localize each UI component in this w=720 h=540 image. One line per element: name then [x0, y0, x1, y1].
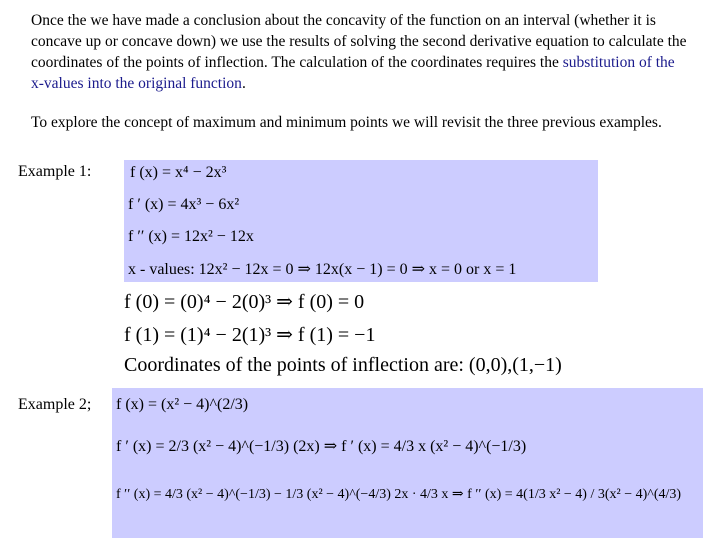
intro-period: .: [241, 75, 246, 92]
intro-text: Once the we have made a conclusion about the concavity of the function on an interval (whether it is concave up or concave down) we use the results of solving the second derivative equation to calculate the coordinates of the points of inflection. The calculation of the coordinates requires the: [31, 12, 687, 71]
example1-x-values: x - values: 12x² − 12x = 0 ⇒ 12x(x − 1) = 0 ⇒ x = 0 or x = 1: [128, 261, 517, 278]
intro-paragraph: [31, 10, 691, 94]
example2-first-derivative: f ′ (x) = 2/3 (x² − 4)^(−1/3) (2x) ⇒ f ′ (x) = 4/3 x (x² − 4)^(−1/3): [116, 438, 527, 455]
explore-paragraph: To explore the concept of maximum and minimum points we will revisit the three previous examples.: [31, 114, 662, 131]
intro-highlight: substitution of the x-values into the original function: [31, 54, 675, 92]
example1-conclusion: Coordinates of the points of inflection are: (0,0),(1,−1): [124, 354, 562, 376]
example1-function: f (x) = x⁴ − 2x³: [130, 164, 227, 181]
example2-second-derivative: f ′′ (x) = 4/3 (x² − 4)^(−1/3) − 1/3 (x² − 4)^(−4/3) 2x · 4/3 x ⇒ f ′′ (x) = 4(1/3 x² − 4) / 3(x² − 4)^(4/3): [116, 487, 682, 502]
example2-label: Example 2;: [18, 396, 92, 413]
example1-sub-zero: f (0) = (0)⁴ − 2(0)³ ⇒ f (0) = 0: [124, 291, 365, 313]
example1-sub-one: f (1) = (1)⁴ − 2(1)³ ⇒ f (1) = −1: [124, 324, 376, 346]
example2-function: f (x) = (x² − 4)^(2/3): [116, 396, 249, 413]
example1-second-derivative: f ′′ (x) = 12x² − 12x: [128, 228, 254, 245]
example1-first-derivative: f ′ (x) = 4x³ − 6x²: [128, 196, 240, 213]
example1-label: Example 1:: [18, 163, 92, 180]
